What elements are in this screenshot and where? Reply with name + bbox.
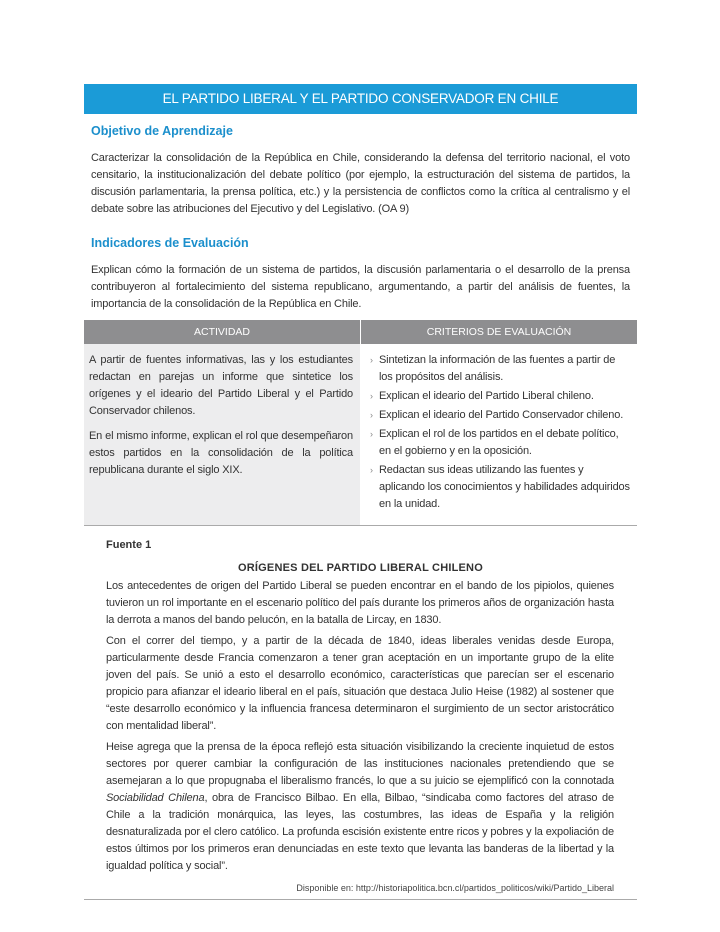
fuente-title: ORÍGENES DEL PARTIDO LIBERAL CHILENO bbox=[238, 562, 483, 574]
divider bbox=[84, 899, 637, 900]
chevron-right-icon: › bbox=[370, 391, 373, 401]
fuente-paragraph: Con el correr del tiempo, y a partir de la década de 1840, ideas liberales venidas desde Europa, particularmente desde Francia comenzaron a tener gran aceptación en un importante grupo de la elite joven del país. Se unió a esto el desarrollo económico, características que parecían ser el escenario propicio para afianzar el ideario liberal en el país, situación que destaca Julio Heise (1982) al sostener que “este desarrollo económico y la influencia francesa determinaron el surgimiento de un sector aristocrático con mentalidad liberal”. bbox=[106, 635, 614, 732]
actividad-cell bbox=[84, 344, 360, 525]
page-title: EL PARTIDO LIBERAL Y EL PARTIDO CONSERVADOR EN CHILE bbox=[84, 84, 637, 114]
actividad-paragraph: A partir de fuentes informativas, las y los estudiantes redactan en parejas un informe que sintetice los orígenes y el ideario del Partido Liberal y el Partido Conservador chilenos. bbox=[89, 354, 353, 417]
book-title: Sociabilidad Chilena bbox=[106, 792, 205, 804]
chevron-right-icon: › bbox=[370, 429, 373, 439]
chevron-right-icon: › bbox=[370, 355, 373, 365]
fuente-label: Fuente 1 bbox=[106, 539, 152, 551]
document-page bbox=[84, 84, 637, 900]
criterios-cell bbox=[360, 344, 637, 525]
criterio-item: › Explican el ideario del Partido Liberal chileno. bbox=[370, 388, 630, 405]
criterio-item: › Redactan sus ideas utilizando las fuentes y aplicando los conocimientos y habilidades adquiridos en la unidad. bbox=[370, 464, 630, 510]
divider bbox=[84, 525, 637, 526]
objetivo-heading: Objetivo de Aprendizaje bbox=[91, 124, 233, 138]
header-criterios: CRITERIOS DE EVALUACIÓN bbox=[360, 320, 637, 344]
criterio-item: › Explican el ideario del Partido Conservador chileno. bbox=[370, 407, 630, 424]
indicadores-heading: Indicadores de Evaluación bbox=[91, 236, 249, 250]
criterio-item: › Sintetizan la información de las fuentes a partir de los propósitos del análisis. bbox=[370, 354, 616, 383]
fuente-body bbox=[84, 578, 637, 875]
chevron-right-icon: › bbox=[370, 410, 373, 420]
criterio-item: › Explican el rol de los partidos en el debate político, en el gobierno y en la oposición. bbox=[370, 428, 619, 457]
indicadores-text: Explican cómo la formación de un sistema de partidos, la discusión parlamentaria o el desarrollo de la prensa contribuyeron al fortalecimiento del sistema republicano, argumentando, a partir del análisis de fuentes, la importancia de la consolidación de la República en Chile. bbox=[91, 264, 630, 310]
fuente-paragraph: Heise agrega que la prensa de la época reflejó esta situación visibilizando la creciente inquietud de estos sectores por querer cambiar la configuración de las instituciones nacionales pretendiendo que se asemejaran a lo que propugnaba el liberalismo francés, lo que a su juicio se ejemplificó con la connotada Sociabilidad Chilena, obra de Francisco Bilbao. En ella, Bilbao, “sindicaba como factores del atraso de Chile a la tradición monárquica, las leyes, las costumbres, las ideas de España y la religión desnaturalizada por el clero católico. La profunda escisión existente entre ricos y pobres y la expoliación de estos últimos por los primeros eran denunciadas en este texto que levanta las banderas de la libertad y la igualdad política y social”. bbox=[106, 741, 614, 872]
objetivo-text: Caracterizar la consolidación de la República en Chile, considerando la defensa del territorio nacional, el voto censitario, la institucionalización del debate político (por ejemplo, la estructuración del sistema de partidos, la discusión parlamentaria, la prensa política, etc.) y la persistencia de conflictos como la crítica al centralismo y el debate sobre las atribuciones del Ejecutivo y del Legislativo. (OA 9) bbox=[91, 152, 630, 215]
fuente-paragraph: Los antecedentes de origen del Partido Liberal se pueden encontrar en el bando de los pipiolos, quienes tuvieron un rol importante en el escenario político del país durante los primeros años de organización hasta la derrota a manos del bando pelucón, en la batalla de Lircay, en 1830. bbox=[106, 580, 614, 626]
source-citation: Disponible en: http://historiapolitica.bcn.cl/partidos_politicos/wiki/Partido_Liberal bbox=[296, 883, 614, 893]
chevron-right-icon: › bbox=[370, 465, 373, 475]
actividad-paragraph: En el mismo informe, explican el rol que desempeñaron estos partidos en la consolidación de la política republicana durante el siglo XIX. bbox=[89, 430, 353, 476]
activity-table bbox=[84, 320, 637, 525]
header-actividad: ACTIVIDAD bbox=[84, 320, 360, 344]
